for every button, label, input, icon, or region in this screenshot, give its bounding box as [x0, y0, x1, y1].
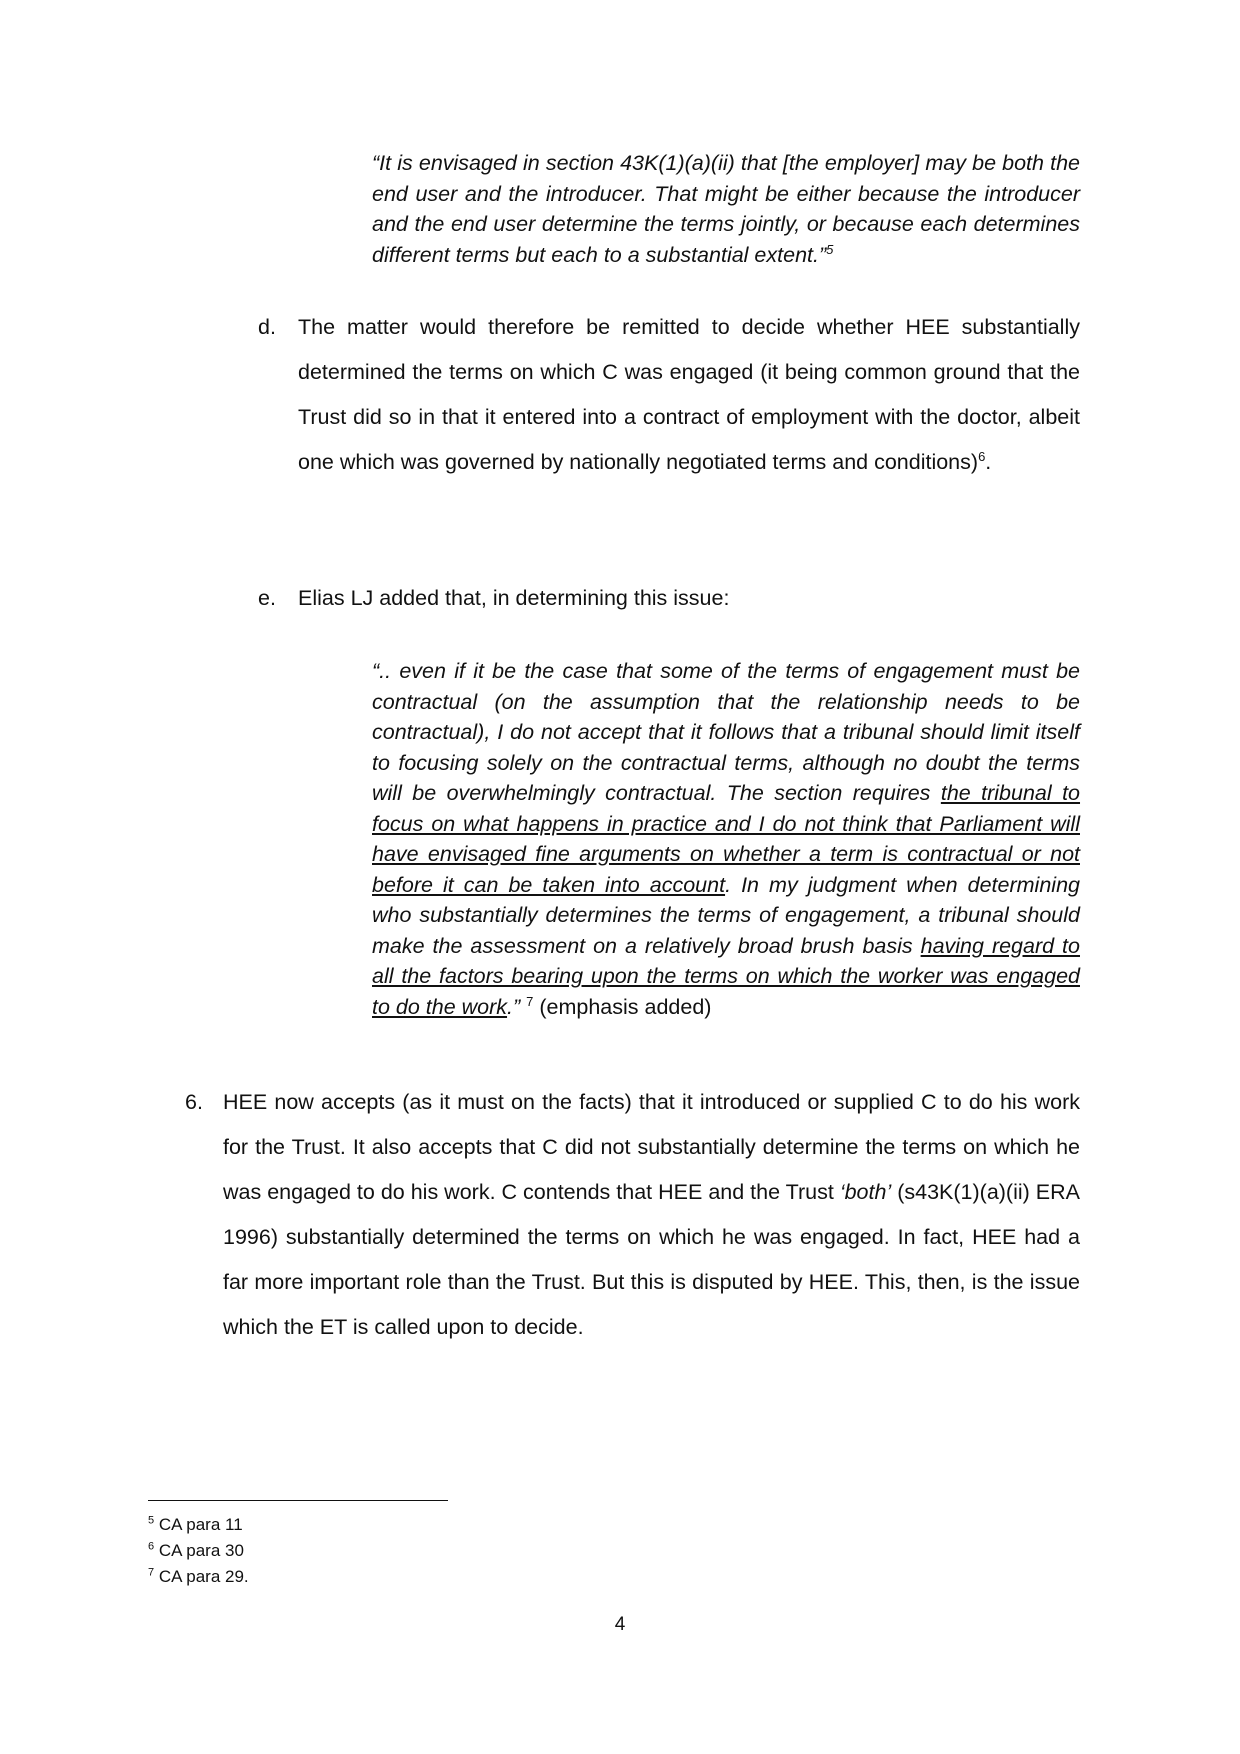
quote-text: “.. even if it be the case that some of the terms of engagement must be contractual (on the assumption that the relationship needs to be contractual), I do not accept that it follows that a tribunal should limit itself to focusing solely on the contractual terms, although no doubt the terms will be overwhelmingly contractual. The section requires — [372, 659, 1080, 805]
footnote-separator — [148, 1500, 448, 1501]
paragraph-text: (s43K(1)(a)(ii) ERA 1996) substantially determined the terms on which he was engaged. In fact, HEE had a far more important role than the Trust. But this is disputed by HEE. This, then, is the issue which the ET is called upon to decide. — [223, 1180, 1080, 1339]
footnote-ref[interactable]: 5 — [826, 241, 834, 257]
quote-emphasis: having regard to all the factors bearing upon the terms on which the worker was engaged to do the work — [372, 933, 1080, 1019]
quote-section-43k — [372, 148, 1080, 270]
paragraph-italic: ‘both’ — [839, 1180, 892, 1204]
quote-text: “It is envisaged in section 43K(1)(a)(ii) that [the employer] may be both the end user and the introducer. That might be either because the introducer and the end user determine the terms jointly, or because each determines different terms but each to a substantial extent.” — [372, 151, 1080, 267]
footnote-ref[interactable]: 6 — [978, 448, 986, 464]
list-item-e — [258, 576, 1080, 621]
footnote-number: 7 — [148, 1566, 155, 1579]
list-item-d — [258, 305, 1080, 485]
footnote-number: 5 — [148, 1514, 155, 1527]
list-marker: d. — [258, 315, 276, 339]
paragraph-6 — [185, 1080, 1080, 1350]
footnote-text: CA para 11 — [158, 1515, 243, 1534]
sentence-end: . — [985, 450, 992, 474]
footnote-5 — [148, 1512, 249, 1538]
footnote-number: 6 — [148, 1540, 155, 1553]
list-marker: e. — [258, 586, 276, 610]
quote-text: . In my judgment when determining who substantially determines the terms of engagement, a tribunal should make the assessment on a relatively broad brush basis — [372, 872, 1080, 958]
list-item-text: The matter would therefore be remitted to decide whether HEE substantially determined the terms on which C was engaged (it being common ground that the Trust did so in that it entered into a contract of employment with the doctor, albeit one which was governed by nationally negotiated terms and conditions) — [298, 315, 1080, 474]
footnote-6 — [148, 1538, 249, 1564]
quote-text: .” — [507, 994, 527, 1019]
footnote-text: CA para 29. — [158, 1567, 249, 1586]
footnote-text: CA para 30 — [158, 1541, 244, 1560]
emphasis-note: (emphasis added) — [533, 994, 712, 1019]
paragraph-number: 6. — [185, 1090, 203, 1114]
quote-emphasis: the tribunal to focus on what happens in practice and I do not think that Parliament will have envisaged fine arguments on whether a term is contractual or not before it can be taken into account — [372, 781, 1081, 897]
list-item-text: Elias LJ added that, in determining this issue: — [298, 586, 730, 610]
footnote-ref[interactable]: 7 — [526, 993, 534, 1009]
footnote-7 — [148, 1564, 249, 1590]
quote-elias-lj — [372, 656, 1080, 1022]
footnotes — [148, 1512, 249, 1590]
paragraph-text: HEE now accepts (as it must on the facts) that it introduced or supplied C to do his work for the Trust. It also accepts that C did not substantially determine the terms on which he was engaged to do his work. C contends that HEE and the Trust — [223, 1090, 1080, 1204]
page-number: 4 — [614, 1614, 626, 1635]
